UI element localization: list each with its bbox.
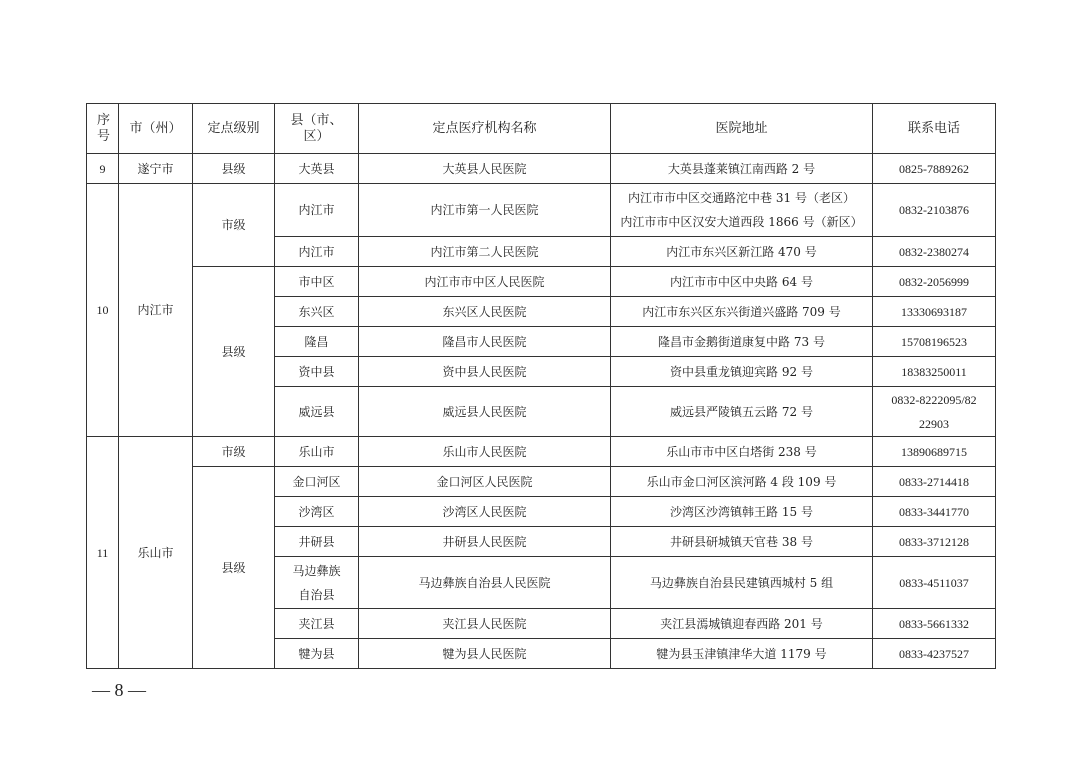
cell-address: 乐山市市中区白塔街 238 号 bbox=[611, 437, 873, 467]
cell-phone: 0833-4237527 bbox=[873, 639, 996, 669]
cell-address: 马边彝族自治县民建镇西城村 5 组 bbox=[611, 557, 873, 609]
cell-address: 隆昌市金鹅街道康复中路 73 号 bbox=[611, 327, 873, 357]
cell-hospital: 东兴区人民医院 bbox=[359, 297, 611, 327]
cell-phone: 15708196523 bbox=[873, 327, 996, 357]
cell-level: 县级 bbox=[193, 154, 275, 184]
cell-address: 犍为县玉津镇津华大道 1179 号 bbox=[611, 639, 873, 669]
header-row bbox=[87, 104, 996, 154]
cell-phone: 0832-2103876 bbox=[873, 184, 996, 237]
address-line-1: 内江市市中区交通路沱中巷 31 号（老区） bbox=[628, 191, 855, 205]
cell-hospital: 金口河区人民医院 bbox=[359, 467, 611, 497]
table-row bbox=[87, 184, 996, 237]
cell-county: 内江市 bbox=[275, 184, 359, 237]
cell-county: 沙湾区 bbox=[275, 497, 359, 527]
cell-county: 威远县 bbox=[275, 387, 359, 437]
cell-city: 遂宁市 bbox=[119, 154, 193, 184]
cell-no: 9 bbox=[87, 154, 119, 184]
hospital-table bbox=[86, 103, 996, 669]
cell-address: 沙湾区沙湾镇韩王路 15 号 bbox=[611, 497, 873, 527]
cell-hospital: 乐山市人民医院 bbox=[359, 437, 611, 467]
cell-level: 市级 bbox=[193, 437, 275, 467]
cell-county: 乐山市 bbox=[275, 437, 359, 467]
cell-city: 内江市 bbox=[119, 184, 193, 437]
cell-address: 内江市东兴区东兴街道兴盛路 709 号 bbox=[611, 297, 873, 327]
cell-county: 资中县 bbox=[275, 357, 359, 387]
header-phone: 联系电话 bbox=[873, 104, 996, 154]
cell-hospital: 内江市第二人民医院 bbox=[359, 237, 611, 267]
cell-address: 大英县蓬莱镇江南西路 2 号 bbox=[611, 154, 873, 184]
phone-line-2: 22903 bbox=[919, 416, 949, 431]
cell-level: 县级 bbox=[193, 467, 275, 669]
cell-county: 马边彝族自治县 bbox=[275, 557, 359, 609]
cell-phone: 0832-2380274 bbox=[873, 237, 996, 267]
cell-phone: 0833-2714418 bbox=[873, 467, 996, 497]
cell-phone: 13890689715 bbox=[873, 437, 996, 467]
cell-phone: 0833-3712128 bbox=[873, 527, 996, 557]
cell-phone: 0833-5661332 bbox=[873, 609, 996, 639]
cell-hospital: 隆昌市人民医院 bbox=[359, 327, 611, 357]
header-address: 医院地址 bbox=[611, 104, 873, 154]
cell-county: 夹江县 bbox=[275, 609, 359, 639]
cell-hospital: 资中县人民医院 bbox=[359, 357, 611, 387]
cell-hospital: 犍为县人民医院 bbox=[359, 639, 611, 669]
cell-level: 市级 bbox=[193, 184, 275, 267]
cell-phone: 13330693187 bbox=[873, 297, 996, 327]
cell-address: 内江市东兴区新江路 470 号 bbox=[611, 237, 873, 267]
cell-phone: 0825-7889262 bbox=[873, 154, 996, 184]
header-hospital: 定点医疗机构名称 bbox=[359, 104, 611, 154]
cell-address: 井研县研城镇天官巷 38 号 bbox=[611, 527, 873, 557]
cell-no: 11 bbox=[87, 437, 119, 669]
cell-county: 井研县 bbox=[275, 527, 359, 557]
cell-address bbox=[611, 184, 873, 237]
cell-phone: 0833-3441770 bbox=[873, 497, 996, 527]
cell-city: 乐山市 bbox=[119, 437, 193, 669]
cell-county: 隆昌 bbox=[275, 327, 359, 357]
page-number: — 8 — bbox=[92, 680, 146, 700]
cell-level: 县级 bbox=[193, 267, 275, 437]
cell-county: 大英县 bbox=[275, 154, 359, 184]
header-county: 县（市、区） bbox=[275, 104, 359, 154]
cell-hospital: 马边彝族自治县人民医院 bbox=[359, 557, 611, 609]
cell-hospital: 沙湾区人民医院 bbox=[359, 497, 611, 527]
cell-address: 威远县严陵镇五云路 72 号 bbox=[611, 387, 873, 437]
cell-address: 内江市市中区中央路 64 号 bbox=[611, 267, 873, 297]
cell-hospital: 井研县人民医院 bbox=[359, 527, 611, 557]
address-line-2: 内江市市中区汉安大道西段 1866 号（新区） bbox=[620, 215, 863, 229]
cell-hospital: 大英县人民医院 bbox=[359, 154, 611, 184]
cell-hospital: 内江市市中区人民医院 bbox=[359, 267, 611, 297]
cell-hospital: 夹江县人民医院 bbox=[359, 609, 611, 639]
cell-hospital: 威远县人民医院 bbox=[359, 387, 611, 437]
cell-phone bbox=[873, 387, 996, 437]
cell-county: 东兴区 bbox=[275, 297, 359, 327]
cell-address: 资中县重龙镇迎宾路 92 号 bbox=[611, 357, 873, 387]
cell-phone: 0833-4511037 bbox=[873, 557, 996, 609]
table-row bbox=[87, 467, 996, 497]
table-row bbox=[87, 267, 996, 297]
cell-no: 10 bbox=[87, 184, 119, 437]
cell-address: 乐山市金口河区滨河路 4 段 109 号 bbox=[611, 467, 873, 497]
cell-phone: 18383250011 bbox=[873, 357, 996, 387]
cell-county: 金口河区 bbox=[275, 467, 359, 497]
header-level: 定点级别 bbox=[193, 104, 275, 154]
header-no: 序号 bbox=[87, 104, 119, 154]
cell-county: 市中区 bbox=[275, 267, 359, 297]
phone-line-1: 0832-8222095/82 bbox=[891, 392, 977, 407]
cell-hospital: 内江市第一人民医院 bbox=[359, 184, 611, 237]
cell-county: 内江市 bbox=[275, 237, 359, 267]
cell-address: 夹江县漹城镇迎春西路 201 号 bbox=[611, 609, 873, 639]
cell-county: 犍为县 bbox=[275, 639, 359, 669]
cell-phone: 0832-2056999 bbox=[873, 267, 996, 297]
header-city: 市（州） bbox=[119, 104, 193, 154]
table-row bbox=[87, 437, 996, 467]
table-row bbox=[87, 154, 996, 184]
